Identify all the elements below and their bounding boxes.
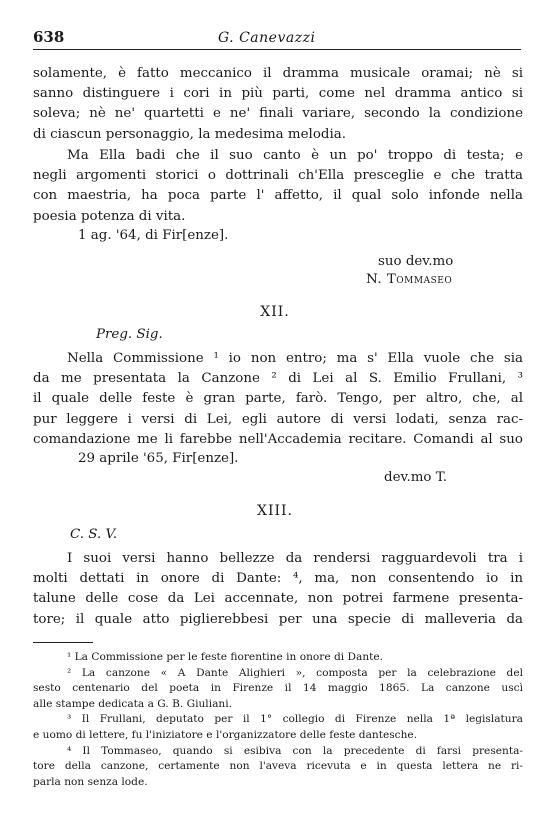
letter-body: [33, 549, 523, 630]
text-line: tore; il quale atto piglierebbesi per una specie di malleveria da: [33, 611, 523, 627]
footnote-line: ³ Il Frullani, deputato per il 1° collegio di Firenze nella 1ª legislatura: [67, 713, 523, 726]
page-number: 638: [33, 28, 65, 46]
footnote-line: e uomo di lettere, fu l'iniziatore e l'organizzatore delle feste dantesche.: [33, 728, 418, 741]
paragraph-critique: [33, 146, 523, 227]
text-line: di ciascun personaggio, la medesima melodia.: [33, 126, 346, 142]
footnote-rule: [33, 642, 93, 643]
footnote-line: parla non senza lode.: [33, 775, 148, 788]
paragraph-continuation: [33, 64, 523, 145]
footnotes: [33, 650, 523, 790]
footnote-line: alle stampe dedicata a G. B. Giuliani.: [33, 697, 232, 710]
letter-salutation: C. S. V.: [70, 527, 118, 542]
text-line: Nella Commissione ¹ io non entro; ma s' Ella vuole che sia: [67, 351, 523, 366]
text-line: talune delle cose da Lei accennate, non potrei farmene presenta-: [33, 591, 523, 607]
text-line: sanno distinguere i cori in più parti, come nel dramma antico si: [33, 86, 523, 102]
text-line: il quale delle feste è gran parte, farò. Tengo, per altro, che, al: [33, 391, 523, 407]
text-line: soleva; nè ne' quartetti e ne' finali variare, secondo la condizione: [33, 106, 523, 122]
text-line: I suoi versi hanno bellezze da rendersi ragguardevoli tra i: [67, 551, 523, 566]
letter-body: [33, 349, 523, 450]
footnote-line: ¹ La Commissione per le feste fiorentine in onore di Dante.: [67, 651, 384, 663]
letter-closing: dev.mo T.: [384, 470, 447, 485]
text-line: solamente, è fatto meccanico il dramma musicale oramai; nè si: [33, 66, 523, 81]
running-title: G. Canevazzi: [218, 30, 316, 46]
letter-date: 29 aprile '65, Fir[enze].: [78, 451, 239, 466]
text-line: da me presentata la Canzone ² di Lei al S. Emilio Frullani, ³: [33, 371, 523, 387]
text-line: pur leggere i versi di Lei, egli autore di versi lodati, senza rac-: [33, 411, 523, 427]
text-line: negli argomenti storici o dottrinali ch'Ella presceglie e che tratta: [33, 168, 523, 184]
letter-numeral: XIII.: [256, 503, 293, 519]
text-line: poesia potenza di vita.: [33, 208, 186, 224]
footnote-line: ⁴ Il Tommaseo, quando si esibiva con la precedente di farsi presenta-: [67, 744, 523, 757]
header-rule: [33, 49, 521, 50]
text-line: comandazione me li farebbe nell'Accademia recitare. Comandi al suo: [33, 431, 523, 447]
text-line: molti dettati in onore di Dante: ⁴, ma, non consentendo io in: [33, 571, 523, 587]
letter-closing: suo dev.mo: [378, 254, 454, 269]
letter-numeral: XII.: [260, 304, 290, 320]
text-line: Ma Ella badi che il suo canto è un po' troppo di testa; e: [67, 148, 523, 163]
text-line: con maestria, ha poca parte l' affetto, il qual solo infonde nella: [33, 188, 523, 204]
footnote-line: sesto centenario del poeta in Firenze il 14 maggio 1865. La canzone uscì: [33, 682, 523, 695]
footnote-line: ² La canzone « A Dante Alighieri », composta per la celebrazione del: [67, 666, 523, 679]
footnote-line: tore della canzone, certamente non l'aveva ricevuta e in questa lettera ne ri-: [33, 760, 523, 773]
letter-date: 1 ag. '64, di Fir[enze].: [78, 228, 229, 243]
letter-salutation: Preg. Sig.: [96, 327, 163, 342]
letter-signature: N. Tommaseo: [366, 272, 453, 287]
